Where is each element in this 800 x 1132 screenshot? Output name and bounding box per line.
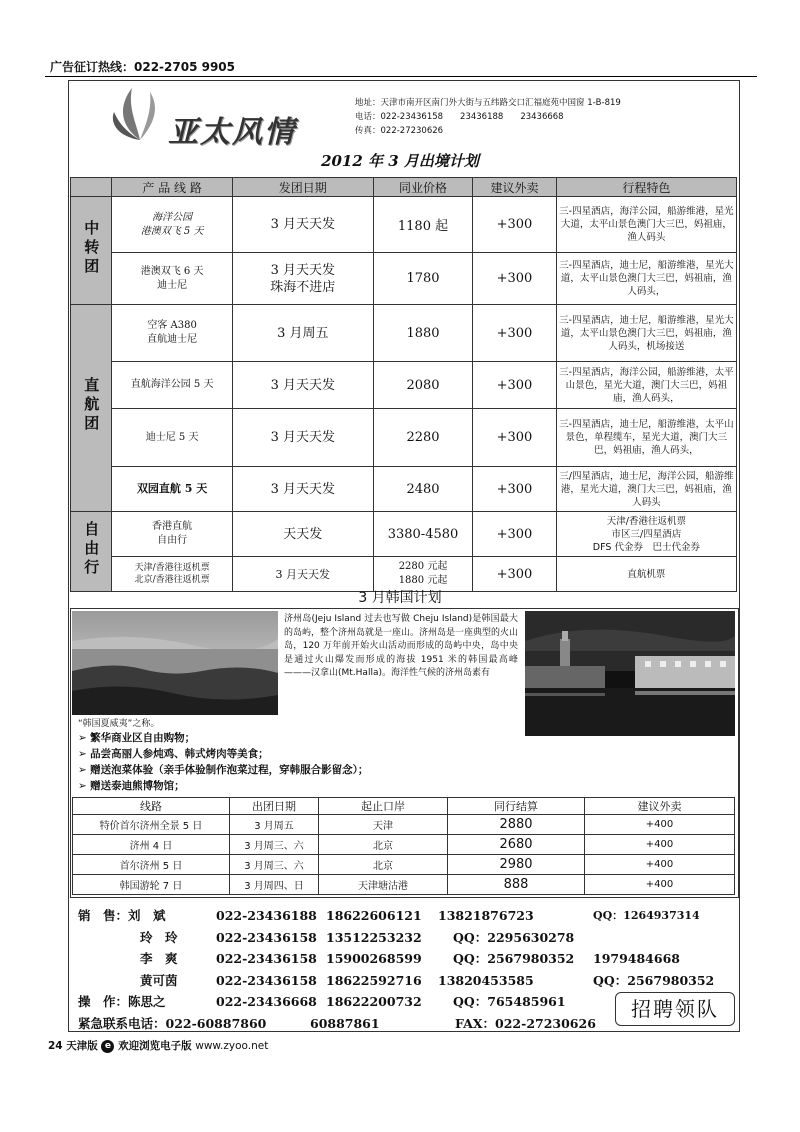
- suggest-cell: +300: [473, 362, 557, 409]
- list-item: ➢ 赠送泰迪熊博物馆；: [78, 778, 368, 794]
- suggest-cell: +400: [585, 855, 735, 875]
- header-cell: 起止口岸: [319, 798, 448, 815]
- header-cell: 建议外卖: [585, 798, 735, 815]
- korea-title: 3 月韩国计划: [358, 590, 442, 606]
- route-cell: 双园直航 5 天: [112, 467, 232, 512]
- korea-tour-table: [72, 797, 735, 895]
- date-cell: 3 月周四、日: [230, 875, 319, 895]
- date-cell: 3 月天天发: [232, 557, 373, 592]
- page-number: 24 天津版: [48, 1040, 98, 1052]
- list-item: ➢ 品尝高丽人参炖鸡、韩式烤肉等美食；: [78, 746, 368, 762]
- contact-mobile: 13821876723: [438, 908, 534, 923]
- jeju-description-tail: “韩国夏威夷”之称。: [78, 719, 160, 729]
- group-label: 直航团: [71, 305, 112, 512]
- table-row: [71, 467, 737, 512]
- date-cell: 3 月天天发 珠海不进店: [232, 253, 373, 305]
- feature-cell: 三-四星酒店，迪士尼，船游维港，太平山景色，单程缆车，星光大道，澳门大三巴，妈祖庙，渔人码头，: [556, 409, 736, 467]
- footer-url[interactable]: www.zyoo.net: [195, 1040, 269, 1052]
- feature-cell: 三-四星酒店，迪士尼，船游维港，星光大道，太平山景色澳门大三巴，妈祖庙，渔人码头，: [556, 253, 736, 305]
- route-cell: 特价首尔济州全景 5 日: [73, 815, 230, 835]
- footer-text: 欢迎浏览电子版: [118, 1040, 192, 1052]
- table-header-row: [73, 798, 735, 815]
- route-cell: 首尔济州 5 日: [73, 855, 230, 875]
- night-city-photo: [525, 611, 735, 736]
- contact-name: 黄可茵: [140, 972, 178, 988]
- port-cell: 天津: [319, 815, 448, 835]
- contact-qq: QQ：2567980352: [593, 972, 715, 988]
- contact-name: 玲 玲: [140, 929, 178, 945]
- route-cell: 香港直航 自由行: [112, 512, 232, 557]
- suggest-cell: +300: [473, 467, 557, 512]
- price-cell: 1180 起: [373, 197, 472, 253]
- table-row: [73, 855, 735, 875]
- table-row: [71, 512, 737, 557]
- header-cell: 产 品 线 路: [112, 178, 232, 197]
- port-cell: 北京: [319, 855, 448, 875]
- jeju-description: 济州岛(Jeju Island 过去也写做 Cheju Island)是韩国最大的岛屿，整个济州岛就是一座山。济州岛是一座典型的火山岛，120 万年前开始火山活动而形成的岛屿中央，岛中央是通过火山爆发而形成的海拔 1951 米的韩国最高峰———汉拿山(Mt.Halla)。海洋性气候的济州岛素有: [284, 614, 519, 678]
- date-cell: 3 月周五: [232, 305, 373, 362]
- price-cell: 2080: [373, 362, 472, 409]
- contact-phone: 022-23436188: [216, 908, 317, 923]
- date-cell: 3 月天天发: [232, 197, 373, 253]
- route-cell: 海洋公园 港澳双飞 5 天: [112, 197, 232, 253]
- suggest-cell: +300: [473, 409, 557, 467]
- emergency-phone: 紧急联系电话：022-60887860: [78, 1015, 267, 1031]
- contact-name: 操 作：陈思之: [78, 994, 166, 1009]
- contact-name: 李 爽: [140, 951, 178, 966]
- emergency-phone-2: 60887861: [310, 1015, 380, 1031]
- price-cell: 2280: [373, 409, 472, 467]
- contact-qq: QQ：2295630278: [453, 929, 575, 945]
- price-cell: 1780: [373, 253, 472, 305]
- suggest-cell: +300: [473, 512, 557, 557]
- contact-mobile: 13820453585: [438, 972, 534, 988]
- list-item: ➢ 赠送泡菜体验（亲手体验制作泡菜过程，穿韩服合影留念）；: [78, 762, 368, 778]
- company-address: 地址：天津市南开区南门外大街与五纬路交口汇福庭苑中国窗 1-B-819: [355, 98, 621, 108]
- date-cell: 3 月天天发: [232, 467, 373, 512]
- port-cell: 北京: [319, 835, 448, 855]
- price-cell: 2880: [448, 815, 585, 835]
- table-row: [71, 362, 737, 409]
- table-row: [71, 197, 737, 253]
- top-rule: [45, 76, 757, 77]
- suggest-cell: +300: [473, 197, 557, 253]
- fax-number: FAX：022-27230626: [455, 1015, 596, 1031]
- price-cell: 2280 元起 1880 元起: [373, 557, 472, 592]
- date-cell: 天天发: [232, 512, 373, 557]
- group-label: 中转团: [71, 197, 112, 305]
- contact-phone: 022-23436158: [216, 951, 317, 966]
- header-cell: 同业价格: [373, 178, 472, 197]
- route-cell: 济州 4 日: [73, 835, 230, 855]
- leaf-logo-icon: [110, 86, 170, 142]
- contact-mobile: 18622592716: [326, 972, 422, 988]
- table-row: [73, 815, 735, 835]
- feature-cell: 三-四星酒店，迪士尼，船游维港，星光大道，太平山景色澳门大三巴，妈祖庙，渔人码头，机场接送: [556, 305, 736, 362]
- route-cell: 直航海洋公园 5 天: [112, 362, 232, 409]
- price-cell: 1880: [373, 305, 472, 362]
- suggest-cell: +400: [585, 835, 735, 855]
- header-cell: 行程特色: [556, 178, 736, 197]
- price-cell: 3380-4580: [373, 512, 472, 557]
- korea-highlights: [78, 730, 368, 794]
- table-row: [73, 875, 735, 895]
- jeju-coast-photo: [72, 611, 278, 715]
- header-cell: 同行结算: [448, 798, 585, 815]
- feature-cell: 三/四星酒店，迪士尼，海洋公园，船游维港，星光大道，澳门大三巴，妈祖庙，渔人码头: [556, 467, 736, 512]
- price-cell: 2480: [373, 467, 472, 512]
- port-cell: 天津塘沽港: [319, 875, 448, 895]
- route-cell: 韩国游轮 7 日: [73, 875, 230, 895]
- header-cell: 线路: [73, 798, 230, 815]
- contact-phone: 022-23436158: [216, 929, 317, 945]
- suggest-cell: +400: [585, 815, 735, 835]
- recruit-leader-stamp: 招聘领队: [615, 992, 735, 1026]
- date-cell: 3 月周三、六: [230, 855, 319, 875]
- contact-mobile: 13512253232: [326, 929, 422, 945]
- suggest-cell: +400: [585, 875, 735, 895]
- contact-phone: 022-23436668: [216, 994, 317, 1009]
- header-cell: [71, 178, 112, 197]
- header-cell: 发团日期: [232, 178, 373, 197]
- ad-hotline: 广告征订热线：022-2705 9905: [50, 60, 236, 74]
- suggest-cell: +300: [473, 253, 557, 305]
- contact-qq: QQ：765485961: [453, 994, 566, 1009]
- route-cell: 天津/香港往返机票 北京/香港往返机票: [112, 557, 232, 592]
- group-label: 自由行: [71, 512, 112, 592]
- date-cell: 3 月周五: [230, 815, 319, 835]
- feature-cell: 三-四星酒店，海洋公园，船游维港，太平山景色，星光大道，澳门大三巴，妈祖庙，渔人码头，: [556, 362, 736, 409]
- contact-name: 销 售：刘 斌: [78, 908, 166, 923]
- contact-extra: 1979484668: [593, 951, 680, 966]
- company-contact: [355, 96, 621, 138]
- route-cell: 迪士尼 5 天: [112, 409, 232, 467]
- contact-mobile: 18622200732: [326, 994, 422, 1009]
- company-fax: 传真：022-27230626: [355, 126, 444, 136]
- price-cell: 2680: [448, 835, 585, 855]
- e-edition-icon: e: [101, 1040, 114, 1053]
- price-cell: 2980: [448, 855, 585, 875]
- route-cell: 空客 A380 直航迪士尼: [112, 305, 232, 362]
- price-cell: 888: [448, 875, 585, 895]
- feature-cell: 直航机票: [556, 557, 736, 592]
- contact-phone: 022-23436158: [216, 972, 317, 988]
- header-cell: 出团日期: [230, 798, 319, 815]
- plan-title: 2012 年 3 月出境计划: [321, 152, 479, 170]
- contact-qq: QQ：2567980352: [453, 951, 575, 966]
- route-cell: 港澳双飞 6 天 迪士尼: [112, 253, 232, 305]
- company-phone: 电话：022-23436158 23436188 23436668: [355, 112, 564, 122]
- contact-mobile: 18622606121: [326, 908, 422, 923]
- date-cell: 3 月周三、六: [230, 835, 319, 855]
- list-item: ➢ 繁华商业区自由购物；: [78, 730, 368, 746]
- feature-cell: 天津/香港往返机票 市区三/四星酒店 DFS 代金券 巴士代金券: [556, 512, 736, 557]
- page-footer: [48, 1038, 268, 1053]
- table-row: [71, 409, 737, 467]
- suggest-cell: +300: [473, 557, 557, 592]
- suggest-cell: +300: [473, 305, 557, 362]
- company-logo-text: 亚太风情: [168, 115, 296, 150]
- table-row: [71, 305, 737, 362]
- table-header-row: [71, 178, 737, 197]
- date-cell: 3 月天天发: [232, 362, 373, 409]
- hk-tour-table: [70, 177, 737, 592]
- date-cell: 3 月天天发: [232, 409, 373, 467]
- table-row: [71, 253, 737, 305]
- header-cell: 建议外卖: [473, 178, 557, 197]
- contact-mobile: 15900268599: [326, 951, 422, 966]
- contact-qq: QQ：1264937314: [593, 909, 700, 922]
- table-row: [73, 835, 735, 855]
- feature-cell: 三-四星酒店，海洋公园，船游维港，星光大道，太平山景色澳门大三巴，妈祖庙，渔人码头: [556, 197, 736, 253]
